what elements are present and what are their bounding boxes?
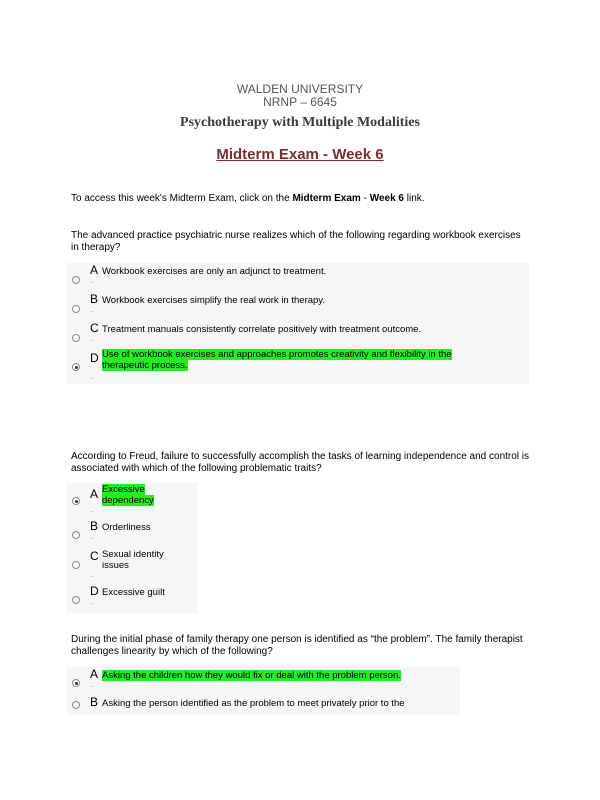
intro-suffix: link. <box>403 193 425 204</box>
choice-text: Sexual identity issues <box>102 549 164 571</box>
choice-text <box>102 349 462 371</box>
question-3-choices <box>67 667 460 715</box>
choice-text <box>102 670 401 681</box>
separator-dot: . <box>91 680 94 689</box>
exam-title: Midterm Exam - Week 6 <box>216 146 384 163</box>
course-code: NRNP – 6645 <box>263 95 337 109</box>
radio-button-selected[interactable] <box>72 497 80 505</box>
intro-text <box>71 193 425 204</box>
radio-button[interactable] <box>72 305 80 313</box>
choice-letter: A <box>90 487 99 501</box>
radio-button[interactable] <box>72 276 80 284</box>
separator-dot: . <box>91 372 94 381</box>
separator-dot: . <box>91 334 94 343</box>
choice-text: Asking the person identified as the problem to meet privately prior to the <box>102 698 405 709</box>
choice-letter: D <box>90 351 99 365</box>
choice-letter: C <box>90 321 99 335</box>
choice-text: Workbook exercises are only an adjunct to treatment. <box>102 266 327 277</box>
radio-button[interactable] <box>72 561 80 569</box>
choice-text: Treatment manuals consistently correlate positively with treatment outcome. <box>102 324 422 335</box>
question-1-text: The advanced practice psychiatric nurse realizes which of the following regarding workbook exercises in therapy? <box>71 230 521 253</box>
question-2-text: According to Freud, failure to successfully accomplish the tasks of learning independence and control is associated with which of the following problematic traits? <box>71 451 530 474</box>
question-1-choices <box>67 263 529 384</box>
exam-link-sep: - <box>360 193 370 204</box>
highlighted-answer: Excessive dependency <box>102 484 154 506</box>
radio-button[interactable] <box>72 701 80 709</box>
choice-text <box>102 484 158 506</box>
university-name: WALDEN UNIVERSITY <box>236 82 364 96</box>
separator-dot: . <box>91 505 94 514</box>
intro-prefix: To access this week's Midterm Exam, click on the <box>71 193 293 204</box>
separator-dot: . <box>91 532 94 541</box>
document-header <box>0 83 600 163</box>
highlighted-answer: Asking the children how they would fix or deal with the problem person. <box>102 670 401 681</box>
separator-dot: . <box>91 276 94 285</box>
choice-letter: B <box>90 519 99 533</box>
choice-letter: B <box>90 292 99 306</box>
question-3-text: During the initial phase of family therapy one person is identified as “the problem”. The family therapist challenges linearity by which of the following? <box>71 634 523 657</box>
exam-link-part2[interactable]: Week 6 <box>369 193 404 204</box>
choice-text: Excessive guilt <box>102 587 165 598</box>
choice-text: Orderliness <box>102 522 151 533</box>
radio-button-selected[interactable] <box>72 679 80 687</box>
radio-button[interactable] <box>72 531 80 539</box>
choice-letter: D <box>90 584 99 598</box>
course-title: Psychotherapy with Multiple Modalities <box>180 115 420 130</box>
choice-letter: B <box>90 695 99 709</box>
choice-letter: A <box>90 263 99 277</box>
separator-dot: . <box>91 305 94 314</box>
choice-letter: A <box>90 667 99 681</box>
separator-dot: . <box>91 597 94 606</box>
choice-text: Workbook exercises simplify the real work in therapy. <box>102 295 325 306</box>
highlighted-answer: Use of workbook exercises and approaches promotes creativity and flexibility in the therapeutic process. <box>102 349 452 371</box>
radio-button[interactable] <box>72 334 80 342</box>
exam-link-part1[interactable]: Midterm Exam <box>292 193 361 204</box>
question-2-choices <box>67 483 198 613</box>
radio-button-selected[interactable] <box>72 363 80 371</box>
choice-letter: C <box>90 549 99 563</box>
radio-button[interactable] <box>72 596 80 604</box>
separator-dot: . <box>91 570 94 579</box>
